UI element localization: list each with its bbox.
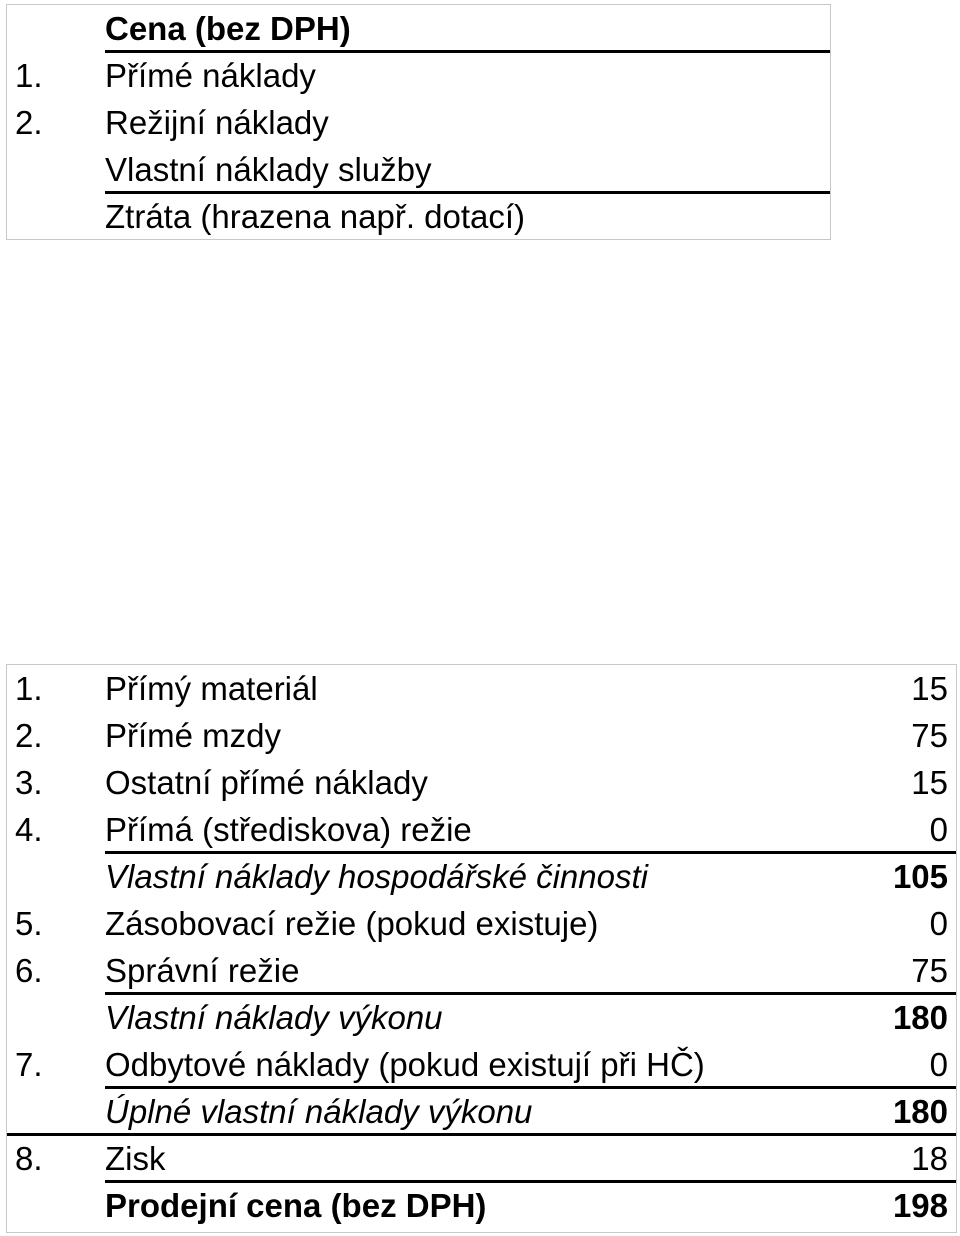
row-label: Ostatní přímé náklady — [105, 764, 428, 801]
row-label: Odbytové náklady (pokud existují při HČ) — [105, 1046, 705, 1083]
table-row — [7, 1135, 956, 1182]
row-number: 8. — [15, 1140, 43, 1177]
row-value: 0 — [929, 811, 948, 848]
row-label: Zásobovací režie (pokud existuje) — [105, 905, 599, 942]
row-label: Přímá (střediskova) režie — [105, 811, 472, 848]
row-value: 15 — [911, 764, 948, 801]
table-row — [7, 806, 956, 853]
subtotal-row — [7, 994, 956, 1041]
table-row — [7, 193, 830, 240]
row-label: Přímý materiál — [105, 670, 318, 707]
row-label: Vlastní náklady hospodářské činnosti — [105, 858, 648, 895]
row-label: Úplné vlastní náklady výkonu — [105, 1093, 533, 1130]
table-row — [7, 712, 956, 759]
table-row — [7, 146, 830, 193]
table-row — [7, 759, 956, 806]
subtotal-row — [7, 853, 956, 900]
row-label: Přímé mzdy — [105, 717, 282, 754]
cost-calculation-table — [6, 664, 957, 1233]
row-number: 3. — [15, 764, 43, 801]
row-label: Vlastní náklady výkonu — [105, 999, 443, 1036]
row-number: 7. — [15, 1046, 43, 1083]
table-row — [7, 900, 956, 947]
row-label: Ztráta (hrazena např. dotací) — [105, 198, 526, 235]
price-structure-table — [6, 4, 831, 240]
row-number: 4. — [15, 811, 43, 848]
row-value: 15 — [911, 670, 948, 707]
row-number: 2. — [15, 717, 43, 754]
table-row — [7, 52, 830, 99]
row-value: 180 — [892, 999, 948, 1036]
row-value: 0 — [929, 905, 948, 942]
row-label: Prodejní cena (bez DPH) — [105, 1187, 487, 1224]
row-value: 18 — [911, 1140, 948, 1177]
table-row — [7, 99, 830, 146]
table-title: Cena (bez DPH) — [105, 10, 351, 47]
row-value: 105 — [892, 858, 948, 895]
row-label: Vlastní náklady služby — [105, 151, 432, 188]
row-label: Zisk — [105, 1140, 166, 1177]
row-value: 75 — [911, 952, 948, 989]
table-row — [7, 665, 956, 712]
row-number: 1. — [15, 670, 43, 707]
table-row — [7, 947, 956, 994]
row-number: 2. — [15, 104, 43, 141]
total-row — [7, 1182, 956, 1229]
row-label: Režijní náklady — [105, 104, 329, 141]
table-row — [7, 1041, 956, 1088]
row-number: 6. — [15, 952, 43, 989]
row-value: 75 — [911, 717, 948, 754]
row-label: Přímé náklady — [105, 57, 316, 94]
subtotal-row — [7, 1088, 956, 1135]
row-label: Správní režie — [105, 952, 300, 989]
table-header-row — [7, 5, 830, 52]
row-value: 180 — [892, 1093, 948, 1130]
row-value: 0 — [929, 1046, 948, 1083]
row-number: 5. — [15, 905, 43, 942]
row-number: 1. — [15, 57, 43, 94]
row-value: 198 — [892, 1187, 948, 1224]
